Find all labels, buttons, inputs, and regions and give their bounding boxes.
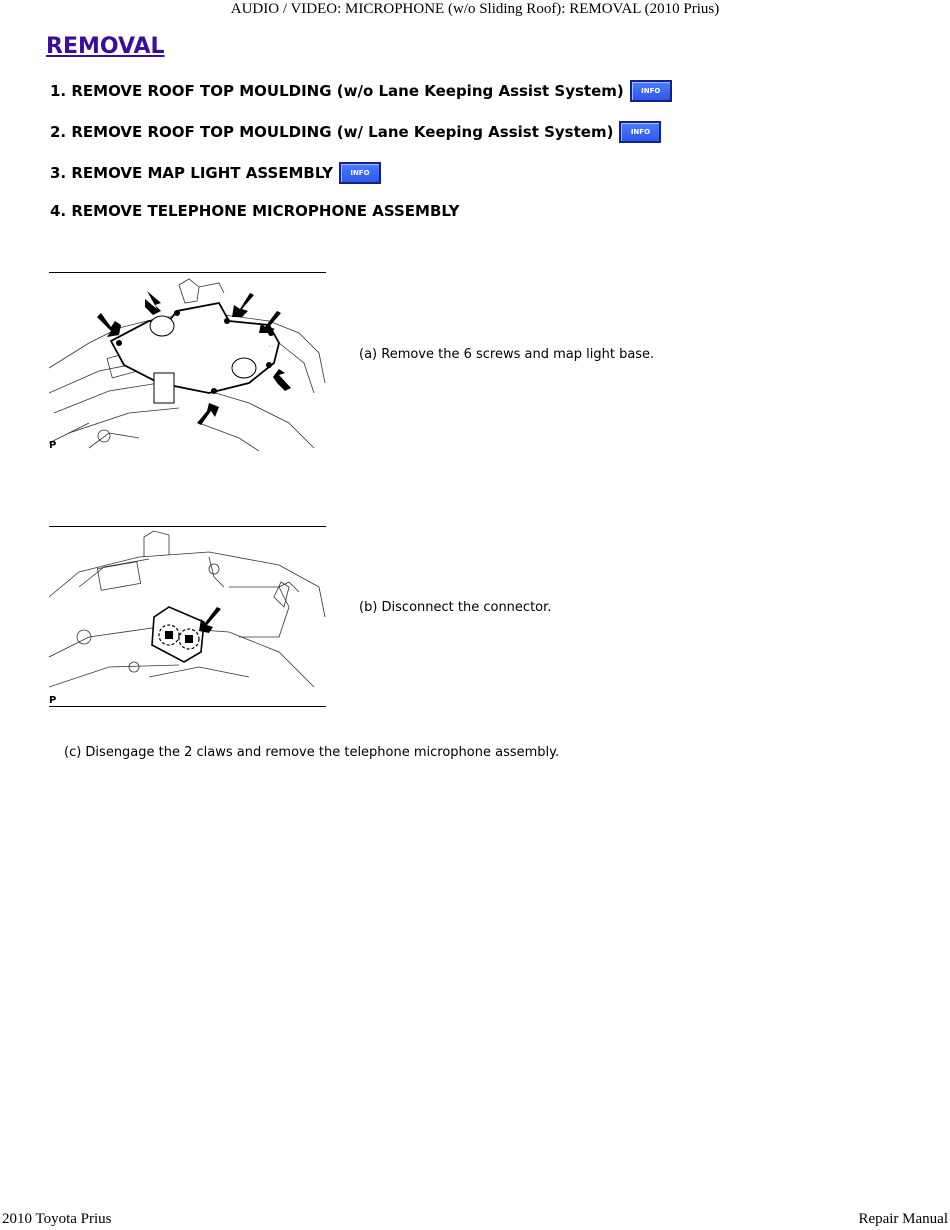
figure-1-caption: (a) Remove the 6 screws and map light base. (359, 347, 655, 362)
connector-arrow (199, 607, 221, 633)
figure-map-light-base (49, 272, 326, 451)
step-3 (50, 162, 381, 184)
map-light-base-illustration (49, 273, 326, 451)
section-title[interactable]: REMOVAL (46, 34, 165, 59)
step-1-info-button[interactable]: INFO (630, 80, 672, 102)
step-4 (50, 202, 459, 220)
step-4-label: 4. REMOVE TELEPHONE MICROPHONE ASSEMBLY (50, 202, 460, 220)
connector-illustration (49, 527, 326, 706)
final-instruction: (c) Disengage the 2 claws and remove the telephone microphone assembly. (64, 745, 560, 760)
map-light-base-plate (111, 303, 279, 393)
step-2-info-button[interactable]: INFO (619, 121, 661, 143)
footer-vehicle: 2010 Toyota Prius (2, 1211, 112, 1227)
connector (152, 607, 204, 662)
figure-connector (49, 526, 326, 707)
step-3-label: 3. REMOVE MAP LIGHT ASSEMBLY (50, 164, 333, 182)
footer-manual: Repair Manual (858, 1211, 948, 1227)
figure-1-label: P (49, 440, 57, 451)
svg-text:· ·: · · (269, 344, 274, 350)
step-3-info-button[interactable]: INFO (339, 162, 381, 184)
step-2-label: 2. REMOVE ROOF TOP MOULDING (w/ Lane Keeping Assist System) (50, 123, 614, 141)
figure-2-caption: (b) Disconnect the connector. (359, 600, 552, 615)
step-2 (50, 121, 661, 143)
page-header: AUDIO / VIDEO: MICROPHONE (w/o Sliding Roof): REMOVAL (2010 Prius) (230, 1, 720, 17)
step-1 (50, 80, 672, 102)
figure-2-label: P (49, 695, 57, 706)
step-1-label: 1. REMOVE ROOF TOP MOULDING (w/o Lane Keeping Assist System) (50, 82, 624, 100)
